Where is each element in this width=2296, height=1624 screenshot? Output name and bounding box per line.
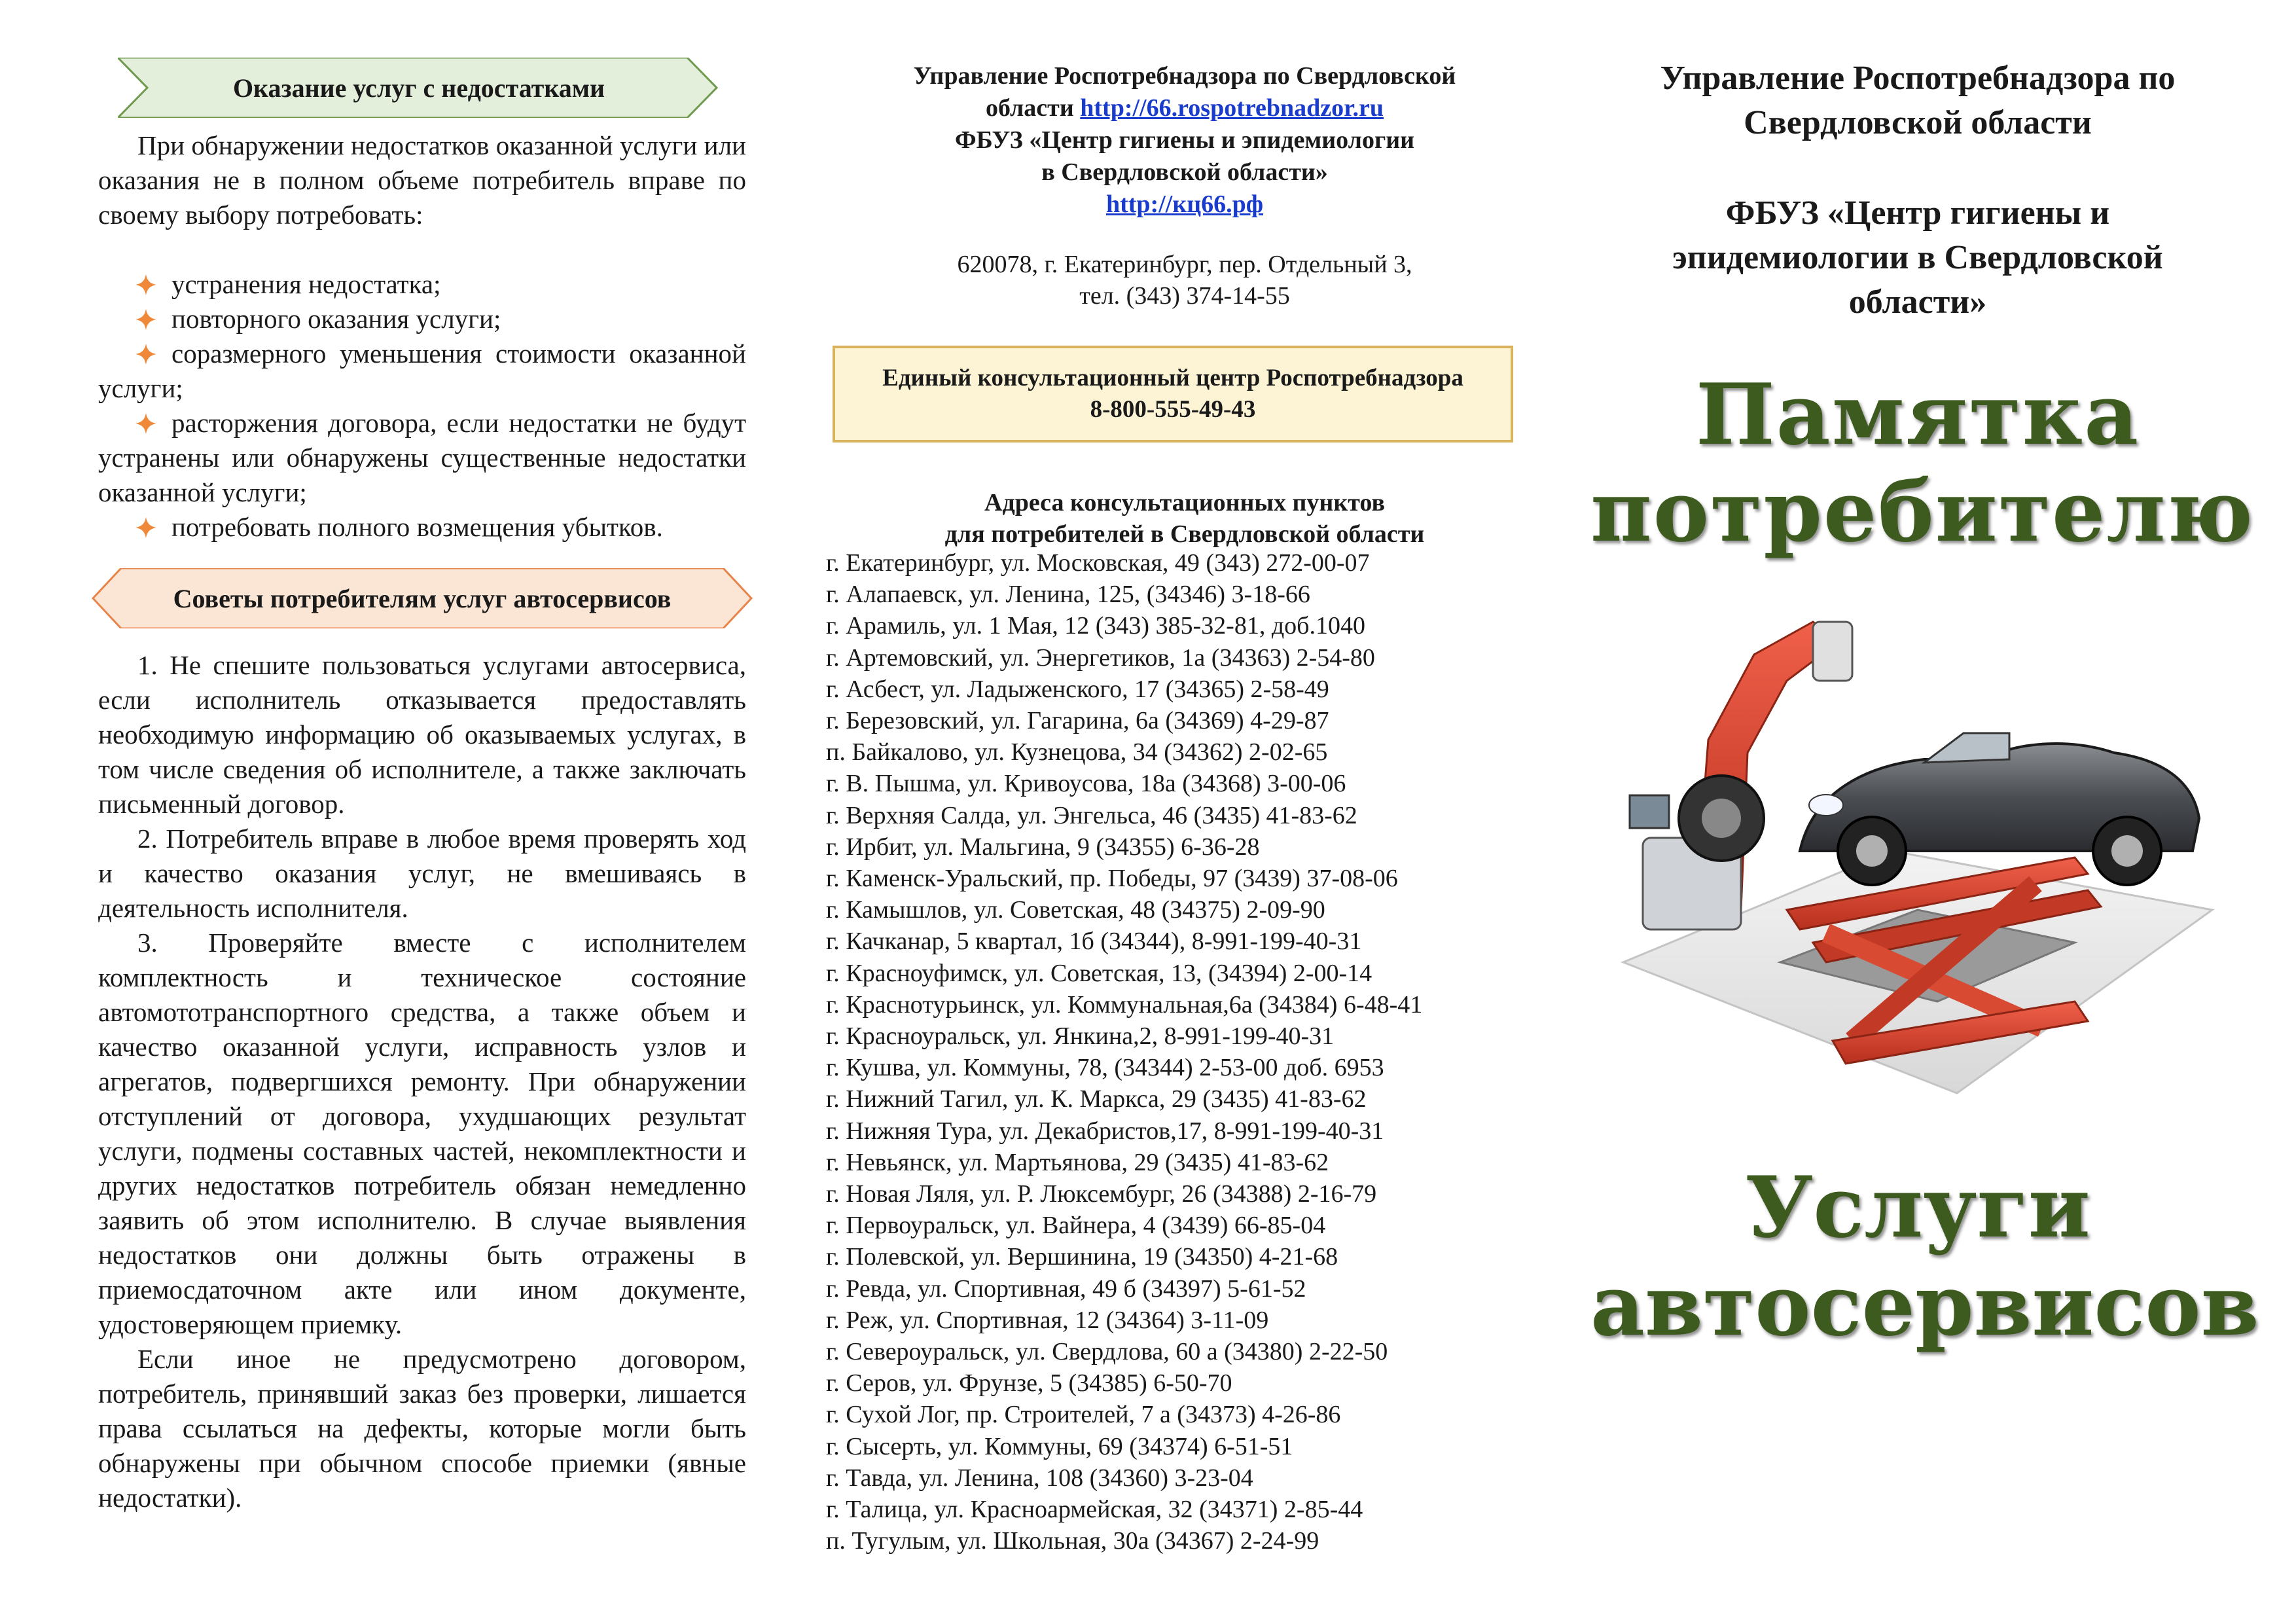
list-item-text: устранения недостатка; (171, 269, 441, 299)
diamond-bullet-icon (135, 412, 157, 435)
cover-title-memo (1590, 366, 2254, 561)
consult-point-item: г. Североуральск, ул. Свердлова, 60 а (34380) 2-22-50 (826, 1338, 1388, 1366)
points-heading-line: для потребителей в Свердловской области (944, 520, 1425, 548)
section-banner-tips-label: Советы потребителям услуг автосервисов (173, 583, 672, 613)
list-item-text: расторжения договора, если недостатки не будут устранены или обнаружены существенные недостатки оказанной услуги; (98, 408, 746, 507)
section-banner-defects-label: Оказание услуг с недостатками (232, 73, 605, 103)
list-item-text: потребовать полного возмещения убытков. (171, 512, 663, 542)
consult-point-item: г. Березовский, ул. Гагарина, 6а (34369) 4-29-87 (826, 707, 1329, 735)
tips-text (98, 648, 746, 1515)
list-item (98, 510, 746, 545)
consult-point-item: г. Первоуральск, ул. Вайнера, 4 (3439) 66-85-04 (826, 1212, 1326, 1240)
list-item (98, 406, 746, 510)
org-line: в Свердловской области» (1041, 158, 1328, 186)
cover-title-line: Памятка (1695, 366, 2140, 464)
cover-org-line: области» (1848, 283, 1987, 321)
tip-paragraph: 2. Потребитель вправе в любое время проверять ход и качество оказания услуг, не вмешиваясь в деятельность исполнителя. (98, 823, 746, 923)
consult-point-item: г. Каменск-Уральский, пр. Победы, 97 (3439) 37-08-06 (826, 865, 1398, 893)
consult-point-item: г. Красноуральск, ул. Янкина,2, 8-991-199-40-31 (826, 1022, 1335, 1051)
cover-org-line: эпидемиологии в Свердловской (1672, 239, 2163, 276)
org-line: Управление Роспотребнадзора по Свердловской (913, 62, 1456, 90)
diamond-bullet-icon (135, 274, 157, 296)
diamond-bullet-icon (135, 516, 157, 539)
org-line (812, 92, 1558, 124)
consult-point-item: п. Байкалово, ул. Кузнецова, 34 (34362) 2-02-65 (826, 738, 1328, 767)
consult-point-item: г. Арамиль, ул. 1 Мая, 12 (343) 385-32-81, доб.1040 (826, 612, 1365, 640)
consult-point-item: г. Нижняя Тура, ул. Декабристов,17, 8-991-199-40-31 (826, 1117, 1384, 1145)
section-banner-defects (118, 58, 720, 118)
consult-center-phone: 8-800-555-49-43 (1090, 396, 1256, 423)
list-item-text: повторного оказания услуги; (171, 304, 501, 334)
consult-point-item: г. Ревда, ул. Спортивная, 49 б (34397) 5-61-52 (826, 1274, 1306, 1303)
tip-paragraph: Если иное не предусмотрено договором, потребитель, принявший заказ без проверки, лишается права ссылаться на дефекты, которые могли быть обнаружены при обычном способе приемки (явные недостатки). (98, 1344, 746, 1513)
points-heading (812, 487, 1558, 550)
consult-point-item: г. Талица, ул. Красноармейская, 32 (34371) 2-85-44 (826, 1496, 1363, 1524)
list-item (98, 302, 746, 336)
address-block (812, 249, 1558, 312)
consult-point-item: г. Красноуфимск, ул. Советская, 13, (34394) 2-00-14 (826, 959, 1372, 987)
consult-point-item: г. Екатеринбург, ул. Московская, 49 (343) 272-00-07 (826, 549, 1370, 577)
address-line: 620078, г. Екатеринбург, пер. Отдельный 3, (957, 251, 1412, 278)
consult-point-item: г. В. Пышма, ул. Кривоусова, 18а (34368) 3-00-06 (826, 770, 1346, 798)
org-line-text: области (985, 94, 1074, 122)
consult-point-item: г. Асбест, ул. Ладыженского, 17 (34365) 2-58-49 (826, 675, 1329, 703)
consult-point-item: г. Краснотурьинск, ул. Коммунальная,6а (34384) 6-48-41 (826, 990, 1423, 1019)
list-item (98, 267, 746, 302)
cover-org-2 (1590, 191, 2245, 325)
consult-point-item: п. Тугулым, ул. Школьная, 30а (34367) 2-24-99 (826, 1527, 1319, 1555)
consult-point-item: г. Качканар, 5 квартал, 1б (34344), 8-991-199-40-31 (826, 928, 1362, 956)
consult-point-item: г. Артемовский, ул. Энергетиков, 1а (34363) 2-54-80 (826, 643, 1375, 672)
consult-point-item: г. Полевской, ул. Вершинина, 19 (34350) 4-21-68 (826, 1243, 1338, 1271)
remedies-list (98, 267, 746, 545)
kc66-link[interactable]: http://кц66.рф (1105, 190, 1264, 218)
consult-points-list (826, 547, 1559, 1557)
phone-line: тел. (343) 374-14-55 (1079, 282, 1290, 310)
cover-org-line: Свердловской области (1744, 104, 2092, 141)
consult-center-title: Единый консультационный центр Роспотребнадзора (882, 365, 1463, 391)
consult-point-item: г. Камышлов, ул. Советская, 48 (34375) 2-09-90 (826, 896, 1325, 924)
consult-point-item: г. Ирбит, ул. Мальгина, 9 (34355) 6-36-28 (826, 833, 1260, 861)
consult-point-item: г. Сухой Лог, пр. Строителей, 7 а (34373) 4-26-86 (826, 1401, 1341, 1429)
consult-point-item: г. Реж, ул. Спортивная, 12 (34364) 3-11-09 (826, 1306, 1269, 1334)
points-heading-line: Адреса консультационных пунктов (984, 489, 1385, 516)
tip-paragraph: 3. Проверяйте вместе с исполнителем комплектность и техническое состояние автомототранспортного средства, а также объем и качество оказанной услуги, исправность узлов и агрегатов, подвергшихся ремонту. При обнаружении отступлений от договора, ухудшающих результат услуги, подмены составных частей, некомплектности и других недостатков потребитель обязан немедленно заявить об этом исполнителю. В случае выявления недостатков они должны быть отражены в приемосдаточном акте или ином документе, удостоверяющем приемку. (98, 928, 746, 1339)
diamond-bullet-icon (135, 343, 157, 365)
organization-block (812, 60, 1558, 221)
list-item (98, 336, 746, 406)
org-line (812, 189, 1558, 221)
consult-point-item: г. Новая Ляля, ул. Р. Люксембург, 26 (34388) 2-16-79 (826, 1180, 1377, 1208)
tip-paragraph: 1. Не спешите пользоваться услугами автосервиса, если исполнитель отказывается предоставлять необходимую информацию об оказываемых услугах, в том числе сведения об исполнителе, а также заключать письменный договор. (98, 650, 746, 819)
consult-point-item: г. Тавда, ул. Ленина, 108 (34360) 3-23-04 (826, 1464, 1253, 1492)
consult-point-item: г. Верхняя Салда, ул. Энгельса, 46 (3435) 41-83-62 (826, 801, 1357, 829)
cover-title-line: автосервисов (1590, 1257, 2259, 1355)
section-banner-tips (92, 568, 753, 628)
cover-title-line: Услуги (1745, 1159, 2090, 1257)
cover-org-line: Управление Роспотребнадзора по (1660, 60, 2176, 97)
consult-point-item: г. Серов, ул. Фрунзе, 5 (34385) 6-50-70 (826, 1369, 1232, 1398)
cover-org-1 (1590, 56, 2245, 145)
defects-intro-paragraph: При обнаружении недостатков оказанной услуги или оказания не в полном объеме потребитель вправе по своему выбору потребовать: (98, 130, 746, 230)
consult-point-item: г. Кушва, ул. Коммуны, 78, (34344) 2-53-00 доб. 6953 (826, 1054, 1384, 1082)
cover-title-autoservice (1590, 1159, 2259, 1355)
cover-title-line: потребителю (1590, 463, 2254, 561)
consult-center-box (833, 346, 1513, 442)
consult-point-item: г. Алапаевск, ул. Ленина, 125, (34346) 3-18-66 (826, 581, 1310, 609)
consult-point-item: г. Невьянск, ул. Мартьянова, 29 (3435) 41-83-62 (826, 1148, 1329, 1176)
consult-point-item: г. Сысерть, ул. Коммуны, 69 (34374) 6-51-51 (826, 1432, 1293, 1460)
diamond-bullet-icon (135, 308, 157, 331)
rospotrebnadzor-link[interactable]: http://66.rospotrebnadzor.ru (1080, 94, 1384, 122)
cover-org-line: ФБУЗ «Центр гигиены и (1725, 194, 2110, 232)
list-item-text: соразмерного уменьшения стоимости оказанной услуги; (98, 338, 746, 403)
org-line: ФБУЗ «Центр гигиены и эпидемиологии (954, 126, 1415, 154)
consult-point-item: г. Нижний Тагил, ул. К. Маркса, 29 (3435) 41-83-62 (826, 1085, 1367, 1113)
car-lift-illustration (1617, 543, 2219, 1119)
